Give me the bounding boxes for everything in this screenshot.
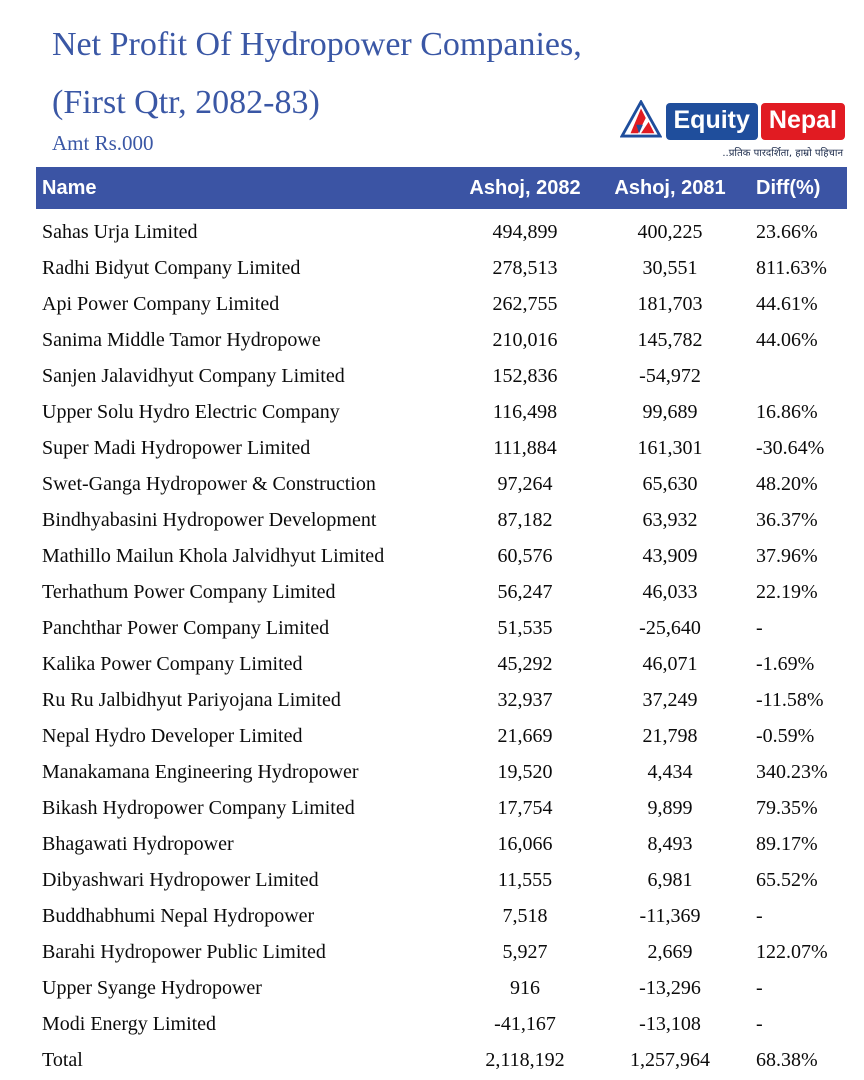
company-name: Radhi Bidyut Company Limited	[42, 256, 301, 279]
value-ashoj-2081: 46,071	[642, 652, 698, 675]
value-ashoj-2082: 60,576	[497, 544, 553, 567]
table-row	[36, 898, 847, 934]
value-ashoj-2081: 4,434	[647, 760, 693, 783]
value-ashoj-2082: 7,518	[502, 904, 548, 927]
value-ashoj-2081: -25,640	[639, 616, 701, 639]
value-ashoj-2081: 145,782	[637, 328, 703, 351]
value-ashoj-2081: -54,972	[639, 364, 701, 387]
mountain-triangle-icon	[620, 100, 663, 143]
diff-percent: 340.23%	[756, 760, 828, 783]
page-title-line1: Net Profit Of Hydropower Companies,	[52, 26, 582, 63]
table-row	[36, 574, 847, 610]
table-row	[36, 286, 847, 322]
value-ashoj-2082: 916	[510, 976, 540, 999]
value-ashoj-2081: -11,369	[639, 904, 701, 927]
value-ashoj-2082: 56,247	[497, 580, 553, 603]
header-name: Name	[42, 176, 97, 199]
value-ashoj-2081: 1,257,964	[630, 1048, 710, 1071]
value-ashoj-2081: 6,981	[647, 868, 693, 891]
page-title-line2: (First Qtr, 2082-83)	[52, 84, 320, 121]
table-row	[36, 754, 847, 790]
table-row	[36, 610, 847, 646]
company-name: Nepal Hydro Developer Limited	[42, 724, 303, 747]
company-name: Mathillo Mailun Khola Jalvidhyut Limited	[42, 544, 385, 567]
company-name: Bindhyabasini Hydropower Development	[42, 508, 377, 531]
company-name: Bikash Hydropower Company Limited	[42, 796, 355, 819]
value-ashoj-2081: 46,033	[642, 580, 698, 603]
table-row	[36, 790, 847, 826]
company-name: Swet-Ganga Hydropower & Construction	[42, 472, 376, 495]
diff-percent: -	[756, 1012, 763, 1035]
company-name: Buddhabhumi Nepal Hydropower	[42, 904, 315, 927]
table-row	[36, 970, 847, 1006]
diff-percent: -	[756, 976, 763, 999]
value-ashoj-2082: -41,167	[494, 1012, 556, 1035]
diff-percent: 36.37%	[756, 508, 818, 531]
value-ashoj-2081: -13,296	[639, 976, 701, 999]
table-row	[36, 1006, 847, 1042]
value-ashoj-2081: 21,798	[642, 724, 698, 747]
diff-percent: 122.07%	[756, 940, 828, 963]
diff-percent: -	[756, 904, 763, 927]
table-row	[36, 322, 847, 358]
header-ashoj-2081: Ashoj, 2081	[614, 176, 726, 199]
logo-tagline: ..प्रतिक पारदर्शिता, हाम्रो पहिचान	[722, 148, 843, 159]
value-ashoj-2081: 37,249	[642, 688, 698, 711]
value-ashoj-2081: 43,909	[642, 544, 698, 567]
company-name: Super Madi Hydropower Limited	[42, 436, 311, 459]
diff-percent: -	[756, 616, 763, 639]
company-name: Bhagawati Hydropower	[42, 832, 234, 855]
value-ashoj-2082: 152,836	[492, 364, 558, 387]
company-name: Api Power Company Limited	[42, 292, 280, 315]
value-ashoj-2082: 97,264	[497, 472, 553, 495]
value-ashoj-2082: 32,937	[497, 688, 553, 711]
table-row	[36, 394, 847, 430]
value-ashoj-2082: 5,927	[502, 940, 548, 963]
diff-percent: 65.52%	[756, 868, 818, 891]
company-name: Total	[42, 1048, 83, 1071]
diff-percent: 23.66%	[756, 220, 818, 243]
company-name: Upper Syange Hydropower	[42, 976, 262, 999]
value-ashoj-2081: 9,899	[647, 796, 693, 819]
header-diff-percent: Diff(%)	[756, 176, 821, 199]
value-ashoj-2082: 2,118,192	[485, 1048, 565, 1071]
company-name: Modi Energy Limited	[42, 1012, 217, 1035]
amount-units-label: Amt Rs.000	[52, 131, 154, 155]
value-ashoj-2081: 2,669	[647, 940, 693, 963]
value-ashoj-2081: 8,493	[647, 832, 693, 855]
company-name: Sahas Urja Limited	[42, 220, 198, 243]
company-name: Upper Solu Hydro Electric Company	[42, 400, 340, 423]
net-profit-table	[36, 167, 847, 1078]
diff-percent: 16.86%	[756, 400, 818, 423]
table-row	[36, 358, 847, 394]
value-ashoj-2082: 21,669	[497, 724, 553, 747]
table-row	[36, 826, 847, 862]
diff-percent: 44.06%	[756, 328, 818, 351]
value-ashoj-2082: 45,292	[497, 652, 553, 675]
table-header-row	[36, 167, 847, 209]
diff-percent: -0.59%	[756, 724, 815, 747]
header-ashoj-2082: Ashoj, 2082	[469, 176, 581, 199]
company-name: Dibyashwari Hydropower Limited	[42, 868, 319, 891]
logo-brand-equity: Equity	[666, 103, 758, 140]
table-row	[36, 862, 847, 898]
value-ashoj-2082: 11,555	[497, 868, 553, 891]
value-ashoj-2081: 30,551	[642, 256, 698, 279]
table-body	[36, 209, 847, 1078]
value-ashoj-2082: 278,513	[492, 256, 558, 279]
table-row	[36, 934, 847, 970]
logo-brand-nepal: Nepal	[761, 103, 845, 140]
value-ashoj-2081: 63,932	[642, 508, 698, 531]
diff-percent: 48.20%	[756, 472, 818, 495]
value-ashoj-2081: -13,108	[639, 1012, 701, 1035]
value-ashoj-2082: 19,520	[497, 760, 553, 783]
value-ashoj-2082: 16,066	[497, 832, 553, 855]
diff-percent: 811.63%	[756, 256, 827, 279]
table-row	[36, 502, 847, 538]
value-ashoj-2081: 65,630	[642, 472, 698, 495]
company-name: Sanima Middle Tamor Hydropowe	[42, 328, 321, 351]
table-row	[36, 214, 847, 250]
company-name: Ru Ru Jalbidhyut Pariyojana Limited	[42, 688, 341, 711]
value-ashoj-2082: 111,884	[493, 436, 557, 459]
value-ashoj-2082: 262,755	[492, 292, 558, 315]
company-name: Barahi Hydropower Public Limited	[42, 940, 326, 963]
table-row	[36, 430, 847, 466]
company-name: Sanjen Jalavidhyut Company Limited	[42, 364, 345, 387]
company-name: Manakamana Engineering Hydropower	[42, 760, 359, 783]
value-ashoj-2082: 494,899	[492, 220, 558, 243]
table-row	[36, 466, 847, 502]
company-name: Panchthar Power Company Limited	[42, 616, 330, 639]
value-ashoj-2081: 161,301	[637, 436, 703, 459]
value-ashoj-2082: 17,754	[497, 796, 553, 819]
diff-percent: 22.19%	[756, 580, 818, 603]
value-ashoj-2081: 400,225	[637, 220, 703, 243]
equity-nepal-logo	[620, 100, 846, 159]
diff-percent: 79.35%	[756, 796, 818, 819]
diff-percent: 37.96%	[756, 544, 818, 567]
diff-percent: 68.38%	[756, 1048, 818, 1071]
value-ashoj-2082: 51,535	[497, 616, 553, 639]
value-ashoj-2082: 210,016	[492, 328, 558, 351]
diff-percent: -30.64%	[756, 436, 825, 459]
value-ashoj-2082: 87,182	[497, 508, 553, 531]
company-name: Kalika Power Company Limited	[42, 652, 303, 675]
diff-percent: -1.69%	[756, 652, 815, 675]
table-row	[36, 646, 847, 682]
table-row	[36, 1042, 847, 1078]
table-row	[36, 250, 847, 286]
value-ashoj-2082: 116,498	[492, 400, 558, 423]
diff-percent: 89.17%	[756, 832, 818, 855]
table-row	[36, 682, 847, 718]
diff-percent: -11.58%	[756, 688, 824, 711]
table-row	[36, 538, 847, 574]
company-name: Terhathum Power Company Limited	[42, 580, 336, 603]
value-ashoj-2081: 99,689	[642, 400, 698, 423]
diff-percent: 44.61%	[756, 292, 818, 315]
value-ashoj-2081: 181,703	[637, 292, 703, 315]
table-row	[36, 718, 847, 754]
